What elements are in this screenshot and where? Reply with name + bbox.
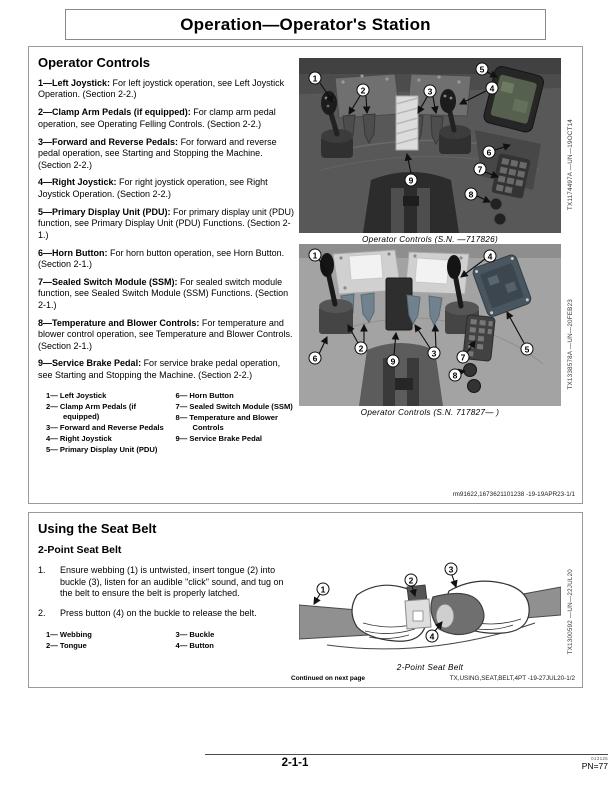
legend-column-1: [46, 391, 166, 455]
control-item-6-text: For horn button operation, see Horn Button. (Section 2-1.): [38, 247, 285, 269]
seat-belt-text-column: [38, 521, 295, 651]
legend-entry: 4— Button: [175, 640, 214, 650]
control-item-1-label: 1—Left Joystick:: [38, 78, 111, 88]
figure-2-id-label: TX1338578A —UN—20FEB23: [567, 299, 574, 390]
legend-entry: 2— Clamp Arm Pedals (if equipped): [46, 402, 137, 421]
control-item-9-label: 9—Service Brake Pedal:: [38, 358, 142, 369]
callout-8: 8: [449, 369, 462, 382]
operator-controls-text-column: [38, 55, 295, 455]
callout-2: 2: [355, 342, 368, 355]
figure-1-canvas: [299, 58, 561, 233]
buckle: [431, 593, 484, 634]
callout-1: 1: [309, 72, 322, 85]
operator-controls-heading: Operator Controls: [38, 55, 150, 70]
callout-2: 2: [405, 574, 418, 587]
callout-7: 7: [474, 163, 487, 176]
section-2-footnote: TX,USING,SEAT,BELT,4PT -19-27JUL20-1/2: [449, 675, 575, 682]
figure-operator-controls-late: [299, 244, 561, 417]
control-item-7-text: For sealed switch module function, see Sealed Switch Module (SSM) Functions. (Section 2-1.): [38, 276, 289, 310]
footer-rule: [205, 754, 608, 755]
figure-1-caption: Operator Controls (S.N. —717826): [361, 235, 499, 244]
callout-4: 4: [426, 630, 439, 643]
control-item-8-text: For temperature and blower control operation, see Temperature and Blower Controls. (Section 2-1.): [38, 317, 293, 351]
legend-column-1: [46, 630, 166, 652]
callout-6: 6: [483, 146, 496, 159]
callout-1: 1: [317, 583, 330, 596]
control-item-7: [38, 277, 295, 311]
control-item-9: [38, 358, 295, 381]
control-item-8-label: 8—Temperature and Blower Controls:: [38, 317, 200, 328]
figure-3-id-label: TX1300592 —UN—22JUL20: [567, 569, 574, 655]
control-item-6: [38, 248, 295, 271]
control-item-4-label: 4—Right Joystick:: [38, 177, 117, 188]
callout-7: 7: [457, 351, 470, 364]
control-item-2-text: For clamp arm pedal operation, see Operating Felling Controls. (Section 2-2.): [38, 107, 276, 129]
callout-8: 8: [465, 188, 478, 201]
continued-on-next-page: Continued on next page: [291, 675, 366, 682]
section-seat-belt: [28, 512, 583, 688]
callout-1: 1: [309, 249, 322, 262]
control-item-4: [38, 177, 295, 200]
footer-pn-block: [582, 756, 608, 771]
seat-belt-step-2: [38, 608, 295, 620]
control-item-6-label: 6—Horn Button:: [38, 247, 108, 258]
page-number: 2-1-1: [281, 757, 309, 769]
legend-entry: 4— Right Joystick: [46, 433, 112, 443]
control-item-5-label: 5—Primary Display Unit (PDU):: [38, 206, 171, 217]
legend-entry: 7— Sealed Switch Module (SSM): [175, 402, 293, 412]
legend-entry: 1— Left Joystick: [46, 391, 107, 401]
control-item-8: [38, 318, 295, 352]
part-number: PN=77: [581, 761, 608, 771]
legend-entry: 3— Forward and Reverse Pedals: [46, 422, 164, 432]
legend-entry: 3— Buckle: [175, 629, 215, 639]
legend-entry: 5— Primary Display Unit (PDU): [46, 444, 158, 454]
control-item-1: [38, 78, 295, 101]
legend-column-2: [176, 630, 296, 652]
buckle-button: [436, 604, 454, 628]
section-operator-controls: [28, 46, 583, 504]
callout-4: 4: [486, 82, 499, 95]
legend-entry: 9— Service Brake Pedal: [175, 433, 263, 443]
legend-entry: 6— Horn Button: [175, 391, 234, 401]
seat-belt-illustration: [299, 561, 561, 661]
figure-2-caption: Operator Controls (S.N. 717827— ): [360, 408, 500, 417]
legend-entry: 1— Webbing: [46, 629, 92, 639]
callout-2: 2: [357, 84, 370, 97]
figure-seat-belt: [299, 561, 561, 672]
page-title: Operation—Operator's Station: [180, 14, 431, 34]
control-item-5: [38, 207, 295, 241]
control-item-9-text: For service brake pedal operation, see Starting and Stopping the Machine. (Section 2-2.): [38, 358, 281, 380]
seat-belt-step-1: [38, 565, 295, 600]
figure-operator-controls-early: [299, 58, 561, 244]
callout-3: 3: [428, 347, 441, 360]
legend-entry: 2— Tongue: [46, 640, 87, 650]
callout-9: 9: [387, 355, 400, 368]
callout-3: 3: [424, 85, 437, 98]
callout-9: 9: [405, 174, 418, 187]
control-item-3-label: 3—Forward and Reverse Pedals:: [38, 136, 179, 147]
step-2-number: 2.: [38, 608, 46, 619]
control-item-4-text: For right joystick operation, see Right Joystick Operation. (Section 2-2.): [38, 177, 268, 199]
legend-entry: 8— Temperature and Blower Controls: [175, 413, 278, 432]
control-item-3: [38, 137, 295, 171]
figure-1-id-label: TX1174497A —UN—19OCT14: [567, 119, 574, 211]
step-2-text: Press button (4) on the buckle to release the belt.: [60, 608, 257, 619]
callout-4: 4: [484, 250, 497, 263]
figure-2-canvas: [299, 244, 561, 406]
seat-belt-legend: [46, 630, 295, 652]
control-item-2: [38, 107, 295, 130]
print-code: 013125: [591, 756, 608, 761]
callout-6: 6: [309, 352, 322, 365]
operator-station-illustration-light: [299, 244, 561, 406]
step-1-number: 1.: [38, 565, 46, 575]
control-item-5-text: For primary display unit (PDU) function, see Primary Display Unit (PDU) Functions. (Section 2-1.): [38, 206, 295, 240]
figure-3-canvas: [299, 561, 561, 661]
service-brake-pedal: [396, 96, 418, 150]
control-item-2-label: 2—Clamp Arm Pedals (if equipped):: [38, 107, 191, 118]
control-item-1-text: For left joystick operation, see Left Joystick Operation. (Section 2-2.): [38, 78, 285, 100]
page-header: [65, 9, 546, 40]
step-1-text: Ensure webbing (1) is untwisted, insert tongue (2) into buckle (3), listen for an audible "click" sound, and tug on the belt to ensure the belt is properly latched.: [60, 565, 284, 599]
figure-3-caption: 2-Point Seat Belt: [396, 663, 464, 672]
callout-3: 3: [445, 563, 458, 576]
legend-column-2: [176, 391, 296, 455]
control-item-7-label: 7—Sealed Switch Module (SSM):: [38, 276, 178, 287]
section-1-footnote: rm91622,1673621101238 -19-19APR23-1/1: [452, 491, 575, 498]
floor-plate-left: [335, 74, 400, 118]
seat-belt-heading: Using the Seat Belt: [38, 521, 157, 536]
callout-5: 5: [476, 63, 489, 76]
seat-belt-subheading: 2-Point Seat Belt: [38, 544, 122, 556]
callout-5: 5: [521, 343, 534, 356]
control-item-3-text: For forward and reverse pedal operation, see Starting and Stopping the Machine. (Section 2-2.): [38, 136, 277, 170]
operator-controls-legend: [46, 391, 295, 455]
